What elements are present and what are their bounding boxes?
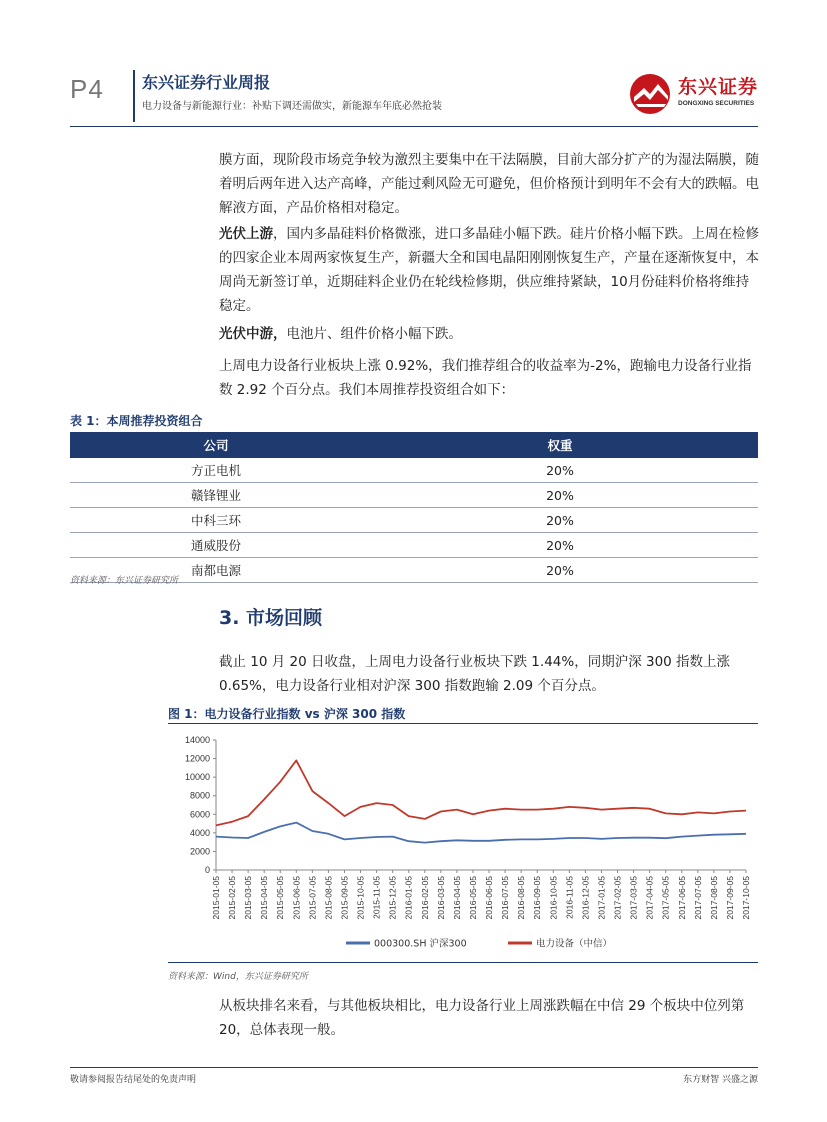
table-source: 资料来源：东兴证券研究所 xyxy=(70,576,179,586)
paragraph-market-review: 截止 10 月 20 日收盘，上周电力设备行业板块下跌 1.44%，同期沪深 300 指数上涨 0.65%，电力设备行业相对沪深 300 指数跑输 2.09 个百分点。 xyxy=(219,654,731,694)
footer-slogan: 东方财智 兴盛之源 xyxy=(683,1075,758,1085)
x-tick-label: 2017-05-05 xyxy=(660,876,671,920)
x-tick-label: 2017-09-05 xyxy=(724,876,735,920)
weight-cell: 20% xyxy=(362,458,758,483)
series-line-0 xyxy=(216,823,746,843)
x-tick-label: 2016-07-05 xyxy=(500,876,511,920)
x-tick-label: 2016-03-05 xyxy=(435,876,446,920)
company-logo xyxy=(628,72,758,116)
y-tick-label: 10000 xyxy=(184,772,210,783)
table-row xyxy=(70,508,758,533)
logo-text-cn: 东兴证券 xyxy=(678,76,759,98)
series-line-1 xyxy=(216,760,746,825)
x-tick-label: 2015-01-05 xyxy=(211,876,221,920)
x-tick-label: 2017-03-05 xyxy=(628,876,639,920)
company-cell: 中科三环 xyxy=(70,508,362,533)
header-rule xyxy=(70,126,758,127)
x-tick-label: 2015-11-05 xyxy=(371,876,382,919)
y-tick-label: 12000 xyxy=(184,753,210,764)
y-tick-label: 0 xyxy=(204,865,210,875)
y-tick-label: 2000 xyxy=(189,846,210,857)
x-tick-label: 2016-02-05 xyxy=(419,876,430,920)
footer-disclaimer: 敬请参阅报告结尾处的免责声明 xyxy=(70,1075,197,1085)
x-tick-label: 2017-02-05 xyxy=(612,876,623,920)
figure-source: 资料来源：Wind，东兴证券研究所 xyxy=(168,972,308,982)
x-tick-label: 2015-12-05 xyxy=(387,876,398,920)
paragraph-pv-upstream xyxy=(219,222,759,318)
x-tick-label: 2016-01-05 xyxy=(403,876,414,920)
table-caption: 表 1：本周推荐投资组合 xyxy=(70,414,203,428)
paragraph-portfolio: 上周电力设备行业板块上涨 0.92%，我们推荐组合的收益率为-2%，跑输电力设备行业指数 2.92 个百分点。我们本周推荐投资组合如下： xyxy=(219,358,752,398)
x-tick-label: 2015-05-05 xyxy=(275,876,286,920)
y-tick-label: 14000 xyxy=(184,735,210,745)
weight-cell: 20% xyxy=(362,558,758,583)
x-tick-label: 2016-12-05 xyxy=(580,876,591,920)
x-tick-label: 2017-10-05 xyxy=(741,876,751,920)
report-subtitle: 电力设备与新能源行业：补贴下调还需做实，新能源车年底必然抢装 xyxy=(142,101,442,112)
company-cell: 赣锋锂业 xyxy=(70,483,362,508)
page-number: P4 xyxy=(70,74,104,104)
x-tick-label: 2017-04-05 xyxy=(644,876,655,920)
x-tick-label: 2016-09-05 xyxy=(532,876,543,920)
pv-upstream-lead: 光伏上游 xyxy=(219,226,273,242)
x-tick-label: 2016-06-05 xyxy=(484,876,495,920)
portfolio-table xyxy=(70,432,758,583)
x-tick-label: 2015-10-05 xyxy=(355,876,366,920)
company-cell: 方正电机 xyxy=(70,458,362,483)
x-tick-label: 2016-11-05 xyxy=(564,876,575,919)
logo-mark-icon xyxy=(628,72,674,116)
company-cell: 南都电源 xyxy=(70,558,362,583)
company-cell: 通威股份 xyxy=(70,533,362,558)
y-tick-label: 6000 xyxy=(189,809,210,820)
column-header-company: 公司 xyxy=(70,432,362,458)
x-tick-label: 2017-08-05 xyxy=(708,876,719,920)
x-tick-label: 2016-10-05 xyxy=(548,876,559,920)
pv-midstream-text: 电池片、组件价格小幅下跌。 xyxy=(286,326,462,342)
legend-label: 000300.SH 沪深300 xyxy=(374,938,467,950)
column-header-weight: 权重 xyxy=(362,432,758,458)
x-tick-label: 2015-07-05 xyxy=(307,876,318,920)
figure-caption: 图 1：电力设备行业指数 vs 沪深 300 指数 xyxy=(168,707,406,721)
logo-text-en: DONGXING SECURITIES xyxy=(678,100,755,107)
table-row xyxy=(70,533,758,558)
pv-midstream-lead: 光伏中游， xyxy=(219,326,287,342)
weight-cell: 20% xyxy=(362,533,758,558)
table-header-row xyxy=(70,432,758,458)
x-tick-label: 2015-09-05 xyxy=(339,876,350,920)
x-tick-label: 2016-04-05 xyxy=(451,876,462,920)
legend-label: 电力设备（中信） xyxy=(536,938,613,950)
header-divider xyxy=(133,70,135,122)
x-tick-label: 2015-08-05 xyxy=(323,876,334,920)
y-tick-label: 4000 xyxy=(189,827,210,838)
section-title: 3. 市场回顾 xyxy=(219,607,323,629)
pv-upstream-text: ，国内多晶硅料价格微涨，进口多晶硅小幅下跌。硅片价格小幅下跌。上周在检修的四家企业本周两家恢复生产，新疆大全和国电晶阳刚刚恢复生产，产量在逐渐恢复中，本周尚无新签订单，近期硅料企业仍在轮线检修期，供应维持紧缺，10月份硅料价格将维持稳定。 xyxy=(219,226,759,314)
x-tick-label: 2015-02-05 xyxy=(227,876,238,920)
y-tick-label: 8000 xyxy=(189,790,210,801)
weight-cell: 20% xyxy=(362,508,758,533)
weight-cell: 20% xyxy=(362,483,758,508)
table-row xyxy=(70,483,758,508)
paragraph-ranking: 从板块排名来看，与其他板块相比，电力设备行业上周涨跌幅在中信 29 个板块中位列第 20，总体表现一般。 xyxy=(219,998,745,1038)
x-tick-label: 2017-07-05 xyxy=(692,876,703,920)
table-row xyxy=(70,458,758,483)
paragraph-pv-midstream xyxy=(219,322,759,346)
x-tick-label: 2016-08-05 xyxy=(516,876,527,920)
footer-rule xyxy=(70,1067,758,1068)
x-tick-label: 2017-06-05 xyxy=(676,876,687,920)
x-tick-label: 2015-06-05 xyxy=(291,876,302,920)
x-tick-label: 2017-01-05 xyxy=(596,876,607,920)
figure-bottom-rule xyxy=(168,962,758,963)
index-line-chart xyxy=(168,724,758,960)
x-tick-label: 2015-04-05 xyxy=(259,876,270,920)
x-tick-label: 2015-03-05 xyxy=(243,876,254,920)
x-tick-label: 2016-05-05 xyxy=(467,876,478,920)
report-title: 东兴证券行业周报 xyxy=(142,73,271,92)
paragraph-separator: 膜方面，现阶段市场竞争较为激烈主要集中在干法隔膜，目前大部分扩产的为湿法隔膜，随着明后两年进入达产高峰，产能过剩风险无可避免，但价格预计到明年不会有大的跌幅。电解液方面，产品价格相对稳定。 xyxy=(219,152,759,216)
